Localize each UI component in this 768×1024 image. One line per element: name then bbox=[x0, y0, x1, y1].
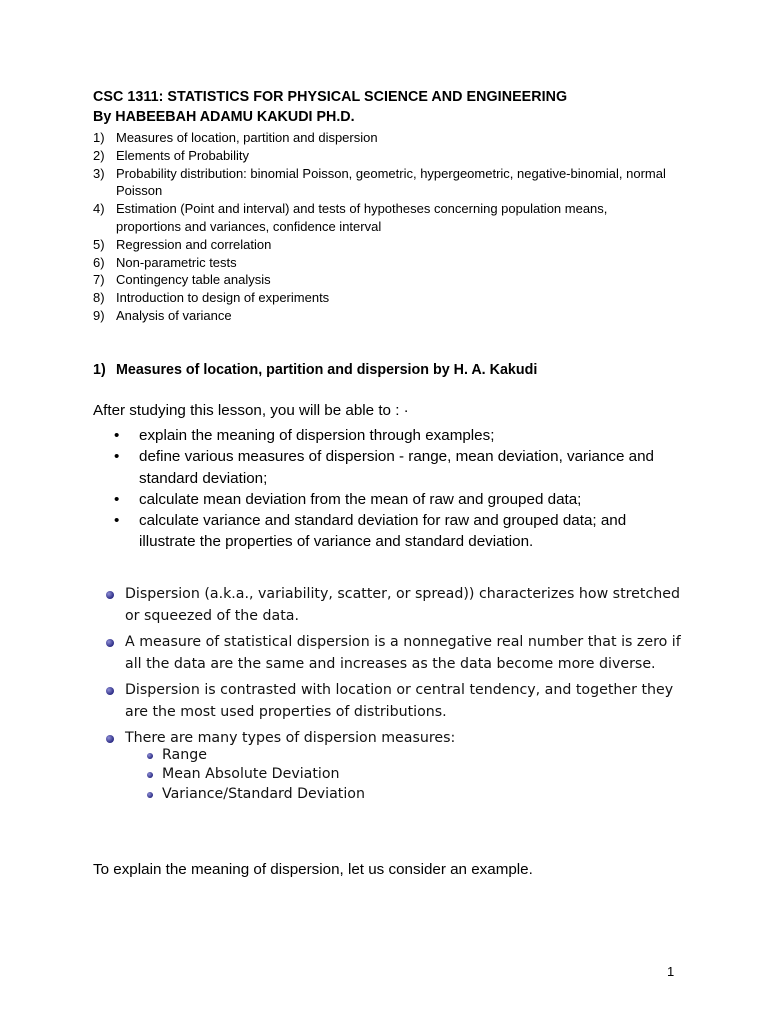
dispersion-measures-list bbox=[147, 746, 708, 804]
objectives-list bbox=[114, 425, 684, 553]
ball-bullet-icon bbox=[106, 639, 114, 647]
bullet-icon: • bbox=[114, 448, 120, 466]
objective-text: explain the meaning of dispersion through examples; bbox=[139, 427, 495, 444]
outline-number: 6) bbox=[93, 254, 105, 270]
ball-bullet-icon bbox=[147, 792, 153, 798]
section-title: Measures of location, partition and dispersion by H. A. Kakudi bbox=[116, 362, 538, 378]
slide-point-text: Dispersion (a.k.a., variability, scatter, or spread)) characterizes how stretched or squeezed of the data. bbox=[125, 586, 680, 624]
objective-item bbox=[114, 510, 684, 553]
outline-number: 1) bbox=[93, 130, 105, 145]
outline-number: 3) bbox=[93, 165, 105, 181]
slide-point-text: Dispersion is contrasted with location or central tendency, and together they are the most used properties of distributions. bbox=[125, 682, 674, 720]
slide-sub-point bbox=[147, 746, 708, 765]
section-heading bbox=[93, 362, 537, 378]
outline-item bbox=[93, 307, 673, 325]
section-number: 1) bbox=[93, 362, 106, 378]
outline-item bbox=[93, 165, 673, 201]
slide-point bbox=[106, 583, 686, 627]
slide-sub-point-text: Mean Absolute Deviation bbox=[162, 766, 340, 783]
ball-bullet-icon bbox=[106, 735, 114, 743]
objective-item bbox=[114, 489, 684, 510]
slide-point bbox=[106, 631, 686, 675]
outline-number: 5) bbox=[93, 236, 105, 252]
dispersion-slide bbox=[106, 583, 686, 811]
outline-text: Contingency table analysis bbox=[116, 272, 271, 288]
objective-item bbox=[114, 425, 684, 446]
outline-text: Analysis of variance bbox=[116, 307, 232, 323]
bullet-icon: • bbox=[114, 512, 120, 530]
ball-bullet-icon bbox=[106, 687, 114, 695]
outline-text: Regression and correlation bbox=[116, 236, 272, 252]
ball-bullet-icon bbox=[106, 591, 114, 599]
course-outline bbox=[93, 129, 673, 325]
outline-text: Introduction to design of experiments bbox=[116, 290, 330, 306]
outline-item bbox=[93, 129, 673, 147]
slide-sub-point bbox=[147, 765, 708, 784]
slide-sub-point-text: Variance/Standard Deviation bbox=[162, 785, 365, 802]
ball-bullet-icon bbox=[147, 753, 153, 759]
bullet-icon: • bbox=[114, 490, 120, 508]
author-line: By HABEEBAH ADAMU KAKUDI PH.D. bbox=[93, 109, 355, 125]
outline-number: 4) bbox=[93, 201, 105, 217]
outline-text: Elements of Probability bbox=[116, 147, 249, 163]
outline-item bbox=[93, 236, 673, 254]
page-number: 1 bbox=[667, 964, 675, 979]
outline-item bbox=[93, 271, 673, 289]
slide-sub-point-text: Range bbox=[162, 747, 207, 763]
slide-point bbox=[106, 679, 686, 723]
outline-number: 8) bbox=[93, 290, 105, 306]
outline-item bbox=[93, 289, 673, 307]
ball-bullet-icon bbox=[147, 772, 153, 778]
outline-item bbox=[93, 147, 673, 165]
outline-text: Non-parametric tests bbox=[116, 254, 237, 270]
outline-number: 9) bbox=[93, 307, 105, 323]
slide-point-text: There are many types of dispersion measures: bbox=[125, 730, 456, 746]
outline-text: Estimation (Point and interval) and tests of hypotheses concerning population means, proportions and variances, confidence interval bbox=[116, 201, 608, 234]
objective-text: calculate mean deviation from the mean of raw and grouped data; bbox=[139, 490, 582, 508]
objective-item bbox=[114, 446, 684, 489]
objective-text: calculate variance and standard deviation for raw and grouped data; and illustrate the properties of variance and standard deviation. bbox=[139, 512, 627, 551]
outline-number: 7) bbox=[93, 272, 105, 288]
outline-text: Measures of location, partition and dispersion bbox=[116, 130, 378, 145]
outline-number: 2) bbox=[93, 147, 105, 163]
slide-point-text: A measure of statistical dispersion is a nonnegative real number that is zero if all the data are the same and increases as the data become more diverse. bbox=[125, 634, 681, 672]
objectives-intro: After studying this lesson, you will be able to : · bbox=[93, 402, 409, 419]
slide-sub-point bbox=[147, 785, 708, 804]
course-title: CSC 1311: STATISTICS FOR PHYSICAL SCIENCE AND ENGINEERING bbox=[93, 89, 568, 105]
outline-text: Probability distribution: binomial Poisson, geometric, hypergeometric, negative-binomial, normal Poisson bbox=[116, 165, 666, 199]
bullet-icon: • bbox=[114, 427, 120, 444]
closing-sentence: To explain the meaning of dispersion, let us consider an example. bbox=[93, 861, 533, 878]
slide-point bbox=[106, 727, 686, 807]
outline-item bbox=[93, 200, 673, 236]
outline-item bbox=[93, 254, 673, 272]
objective-text: define various measures of dispersion - range, mean deviation, variance and standard deviation; bbox=[139, 448, 654, 487]
